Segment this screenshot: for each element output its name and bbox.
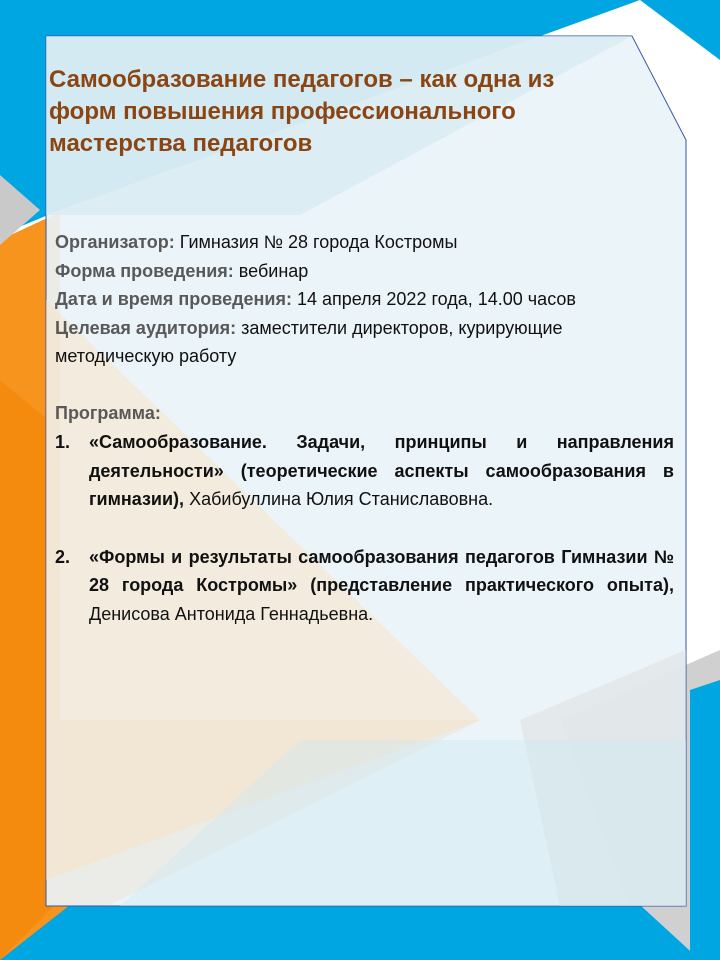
program-item-title: «Самообразование. Задачи, принципы и направления деятельности» (теоретические аспекты самообразования в гимназии),: [89, 432, 674, 509]
form-row: [55, 257, 675, 286]
audience-value: заместители директоров, курирующие: [236, 317, 563, 338]
form-label: Форма проведения:: [55, 260, 234, 281]
program-heading: Программа:: [55, 403, 161, 423]
date-value: 14 апреля 2022 года, 14.00 часов: [291, 289, 576, 309]
program-item-number: 2.: [55, 546, 71, 567]
date-label: Дата и время проведения:: [55, 289, 292, 309]
audience-row: [55, 314, 675, 343]
program-item: [55, 428, 674, 514]
title-line-3: мастерства педагогов: [49, 130, 313, 157]
organizer-value: Гимназия № 28 города Костромы: [174, 232, 458, 252]
form-value: вебинар: [233, 260, 309, 281]
audience-label: Целевая аудитория:: [55, 317, 237, 338]
program-item-number: 1.: [55, 432, 71, 452]
program-item: [55, 543, 674, 629]
program-item-title: «Формы и результаты самообразования педагогов Гимназии № 28 города Костромы» (представление практического опыта),: [89, 546, 674, 595]
slide-title: [49, 64, 649, 160]
date-row: [55, 285, 675, 314]
title-line-2: форм повышения профессионального: [49, 98, 516, 125]
title-line-1: Самообразование педагогов – как одна из: [49, 66, 555, 93]
program-item-speaker: Денисова Антонида Геннадьевна.: [89, 603, 374, 624]
event-details: [55, 228, 675, 371]
organizer-row: [55, 228, 675, 257]
audience-row-cont: [55, 342, 675, 371]
audience-value-2: методическую работу: [55, 346, 237, 366]
program-list: [55, 428, 674, 628]
program-item-speaker: Хабибуллина Юлия Станиславовна.: [184, 489, 494, 509]
organizer-label: Организатор:: [55, 232, 175, 252]
